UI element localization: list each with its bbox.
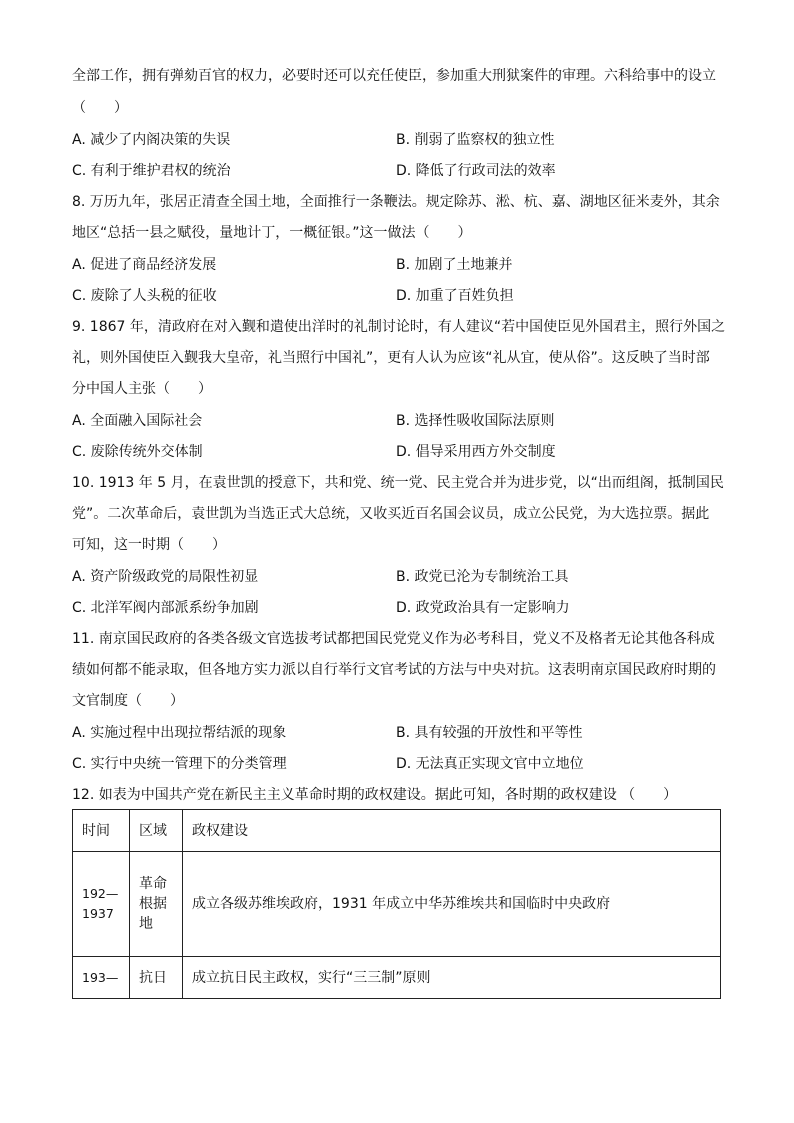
q9-stem-line3: 分中国人主张（ ） [72,381,212,397]
q8-option-c: C. 废除了人头税的征收 [72,288,217,304]
q11-option-c: C. 实行中央统一管理下的分类管理 [72,756,287,772]
table-row [73,957,721,999]
regime-table [72,809,721,999]
row1-region-text: 革命根据地 [139,876,167,932]
table-row [73,852,721,957]
q11-option-a: A. 实施过程中出现拉帮结派的现象 [72,725,287,741]
q7-option-a: A. 减少了内阁决策的失误 [72,132,231,148]
q7-option-b: B. 削弱了监察权的独立性 [396,132,555,148]
q11-stem-line1: 11. 南京国民政府的各类各级文官选拔考试都把国民党党义作为必考科目，党义不及格者无论其他各科成 [72,631,715,647]
row1-time [73,852,130,957]
q9-option-c: C. 废除传统外交体制 [72,444,203,460]
q7-option-c: C. 有利于维护君权的统治 [72,163,231,179]
q8-option-a: A. 促进了商品经济发展 [72,257,217,273]
q7-option-d: D. 降低了行政司法的效率 [396,163,556,179]
row1-region [130,852,183,957]
q11-option-b: B. 具有较强的开放性和平等性 [396,725,583,741]
row2-region: 抗日 [130,957,183,999]
q10-option-c: C. 北洋军阀内部派系纷争加剧 [72,600,259,616]
q8-stem-line1: 8. 万历九年，张居正清查全国土地，全面推行一条鞭法。规定除苏、淞、杭、嘉、湖地区征米麦外，其余 [72,194,720,210]
q8-option-d: D. 加重了百姓负担 [396,288,514,304]
q10-option-a: A. 资产阶级政党的局限性初显 [72,569,259,585]
table-header-row [73,810,721,852]
q7-stem-line2: （ ） [72,100,128,116]
row2-time: 193— [73,957,130,999]
q8-stem-line2: 地区“总括一县之赋役，量地计丁，一概征银。”这一做法（ ） [72,225,472,241]
q9-option-a: A. 全面融入国际社会 [72,413,203,429]
q10-option-b: B. 政党已沦为专制统治工具 [396,569,569,585]
q9-stem-line1: 9. 1867 年，清政府在对入觐和遣使出洋时的礼制讨论时，有人建议“若中国使臣见外国君主，照行外国之 [72,319,726,335]
row1-content: 成立各级苏维埃政府，1931 年成立中华苏维埃共和国临时中央政府 [183,852,721,957]
q10-stem-line2: 党”。二次革命后，袁世凯为当选正式大总统，又收买近百名国会议员，成立公民党，为大选拉票。据此 [72,506,710,522]
q9-option-b: B. 选择性吸收国际法原则 [396,413,555,429]
q10-stem-line3: 可知，这一时期（ ） [72,537,226,553]
q11-option-d: D. 无法真正实现文官中立地位 [396,756,584,772]
header-region: 区域 [130,810,183,852]
q9-stem-line2: 礼，则外国使臣入觐我大皇帝，礼当照行中国礼”，更有人认为应该“礼从宜，使从俗”。这反映了当时部 [72,350,710,366]
header-time: 时间 [73,810,130,852]
q7-stem-line1: 全部工作，拥有弹劾百官的权力，必要时还可以充任使臣，参加重大刑狱案件的审理。六科给事中的设立 [72,68,716,84]
q11-stem-line2: 绩如何都不能录取，但各地方实力派以自行举行文官考试的方法与中央对抗。这表明南京国民政府时期的 [72,662,716,678]
q9-option-d: D. 倡导采用西方外交制度 [396,444,556,460]
q8-option-b: B. 加剧了土地兼并 [396,257,513,273]
q11-stem-line3: 文官制度（ ） [72,693,184,709]
q10-stem-line1: 10. 1913 年 5 月，在袁世凯的授意下，共和党、统一党、民主党合并为进步党，以“出而组阁，抵制国民 [72,475,724,491]
row1-time-text: 192—1937 [82,886,119,921]
q12-stem: 12. 如表为中国共产党在新民主主义革命时期的政权建设。据此可知，各时期的政权建设 （ ） [72,787,678,803]
header-content: 政权建设 [183,810,721,852]
q10-option-d: D. 政党政治具有一定影响力 [396,600,570,616]
row2-content: 成立抗日民主政权，实行“三三制”原则 [183,957,721,999]
